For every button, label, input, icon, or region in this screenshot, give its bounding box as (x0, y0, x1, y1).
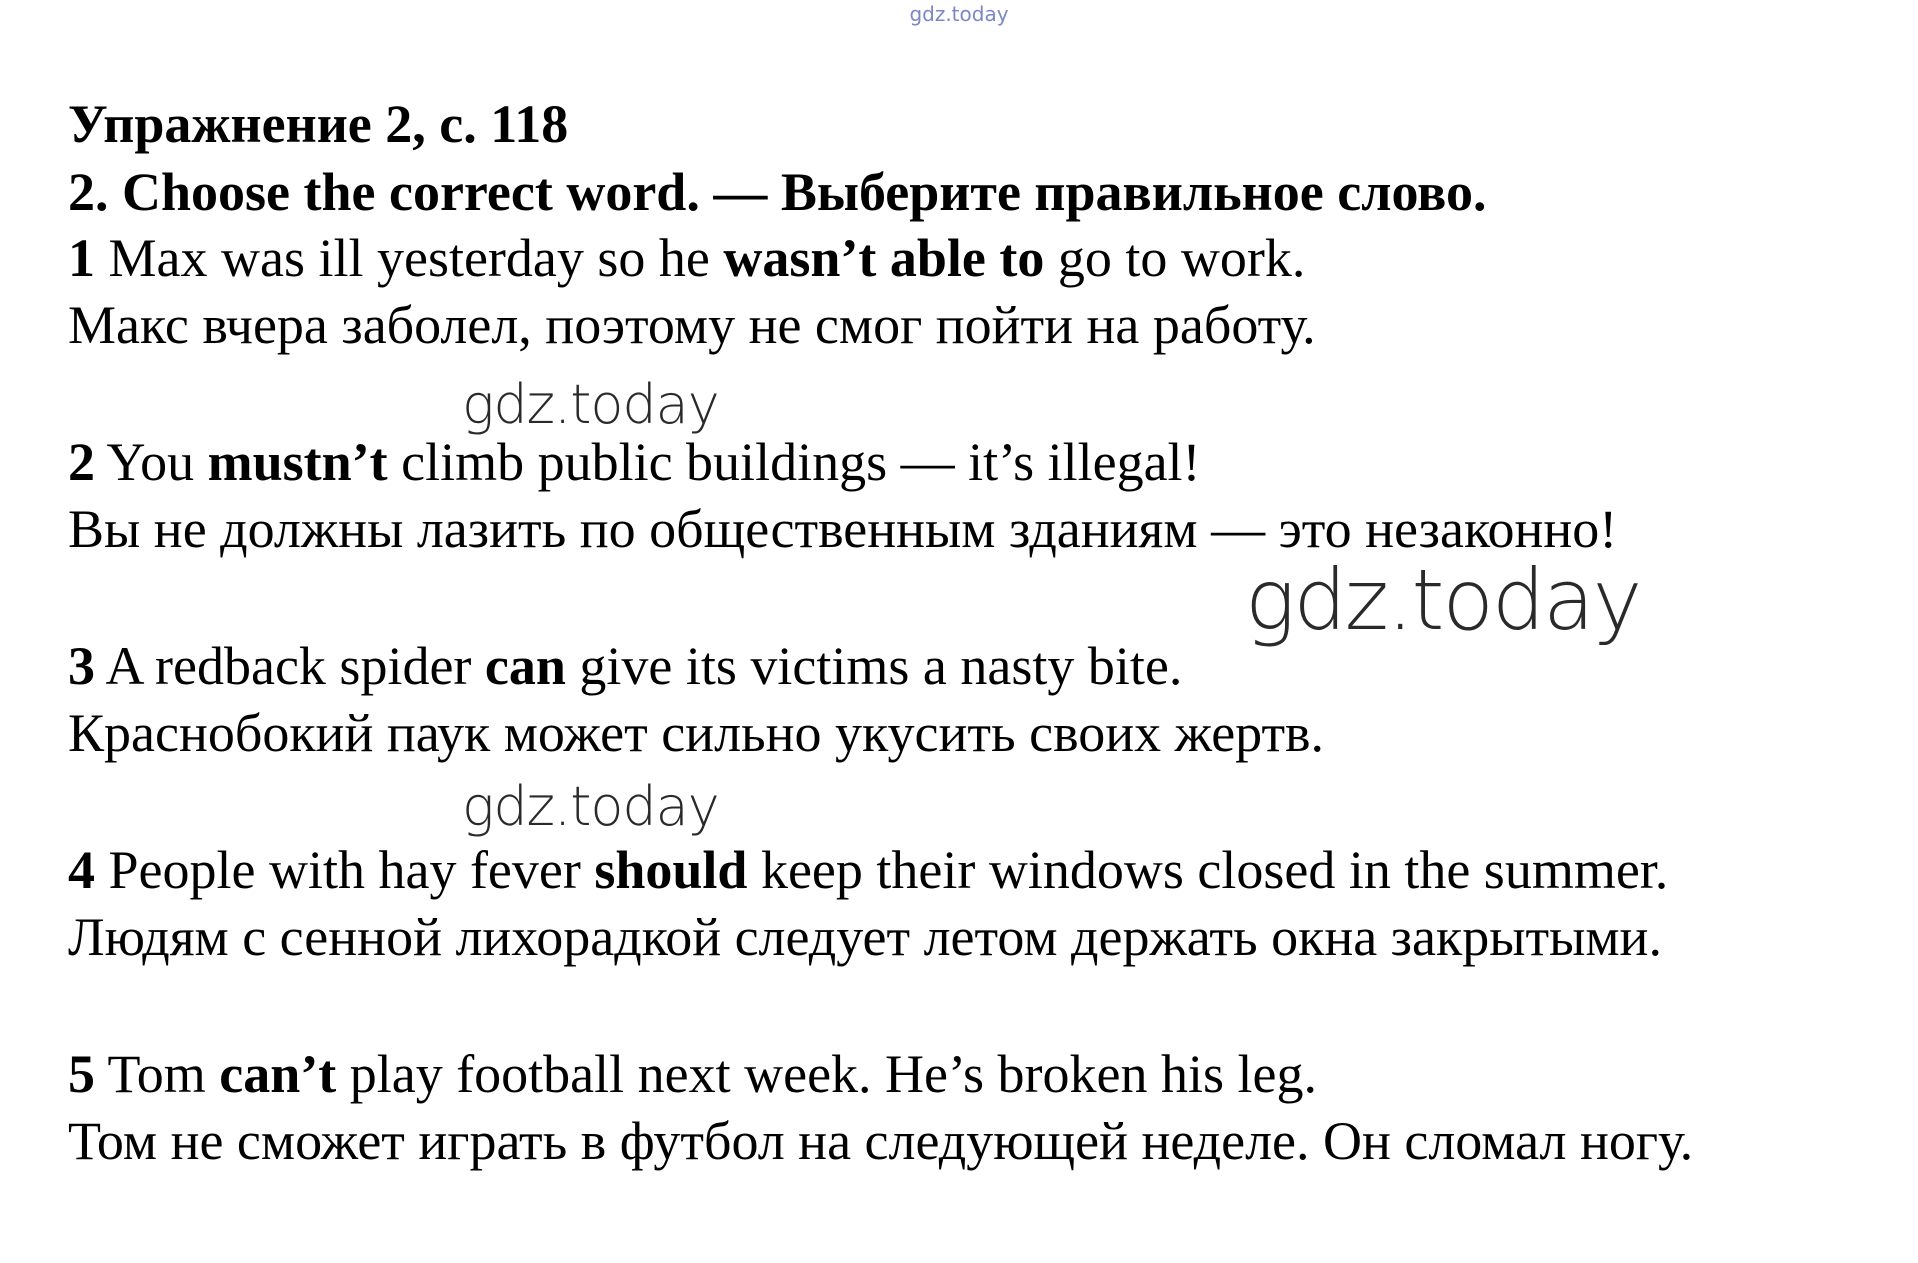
item-4-translation: Людям с сенной лихорадкой следует летом держать окна закрытыми. (68, 907, 1662, 967)
item-3-text-before: A redback spider (95, 636, 485, 696)
watermark-2: gdz.today (1245, 551, 1641, 649)
watermark-1: gdz.today (462, 373, 719, 436)
exercise-title: Упражнение 2, с. 118 (68, 94, 569, 154)
item-2-text-before: You (95, 432, 208, 492)
item-5-translation: Том не сможет играть в футбол на следующей неделе. Он сломал ногу. (68, 1111, 1694, 1171)
item-2-number: 2 (68, 432, 95, 492)
item-3-translation: Краснобокий паук может сильно укусить своих жертв. (68, 703, 1325, 763)
item-1-text-after: go to work. (1044, 228, 1306, 288)
item-1-number: 1 (68, 228, 95, 288)
item-4-answer: should (594, 840, 748, 900)
item-4-sentence (68, 838, 1668, 902)
item-2-text-after: climb public buildings — it’s illegal! (387, 432, 1201, 492)
item-3-sentence (68, 634, 1182, 698)
exercise-instruction: 2. Choose the correct word. — Выберите правильное слово. (68, 162, 1487, 222)
item-5-text-before: Tom (95, 1044, 220, 1104)
item-1-answer: wasn’t able to (723, 228, 1045, 288)
item-4-text-after: keep their windows closed in the summer. (747, 840, 1669, 900)
item-3-text-after: give its victims a nasty bite. (565, 636, 1183, 696)
item-5-text-after: play football next week. He’s broken his leg. (336, 1044, 1317, 1104)
item-2-translation: Вы не должны лазить по общественным зданиям — это незаконно! (68, 499, 1618, 559)
item-5-sentence (68, 1042, 1317, 1106)
item-1-sentence (68, 226, 1305, 290)
item-4-text-before: People with hay fever (95, 840, 595, 900)
item-2-sentence (68, 430, 1201, 494)
item-3-answer: can (484, 636, 566, 696)
item-1-translation: Макс вчера заболел, поэтому не смог пойти на работу. (68, 295, 1316, 355)
watermark-3: gdz.today (462, 775, 719, 838)
item-5-number: 5 (68, 1044, 95, 1104)
item-2-answer: mustn’t (207, 432, 388, 492)
item-5-answer: can’t (219, 1044, 337, 1104)
item-4-number: 4 (68, 840, 95, 900)
watermark-top: gdz.today (909, 2, 1009, 26)
item-1-text-before: Max was ill yesterday so he (95, 228, 724, 288)
item-3-number: 3 (68, 636, 95, 696)
